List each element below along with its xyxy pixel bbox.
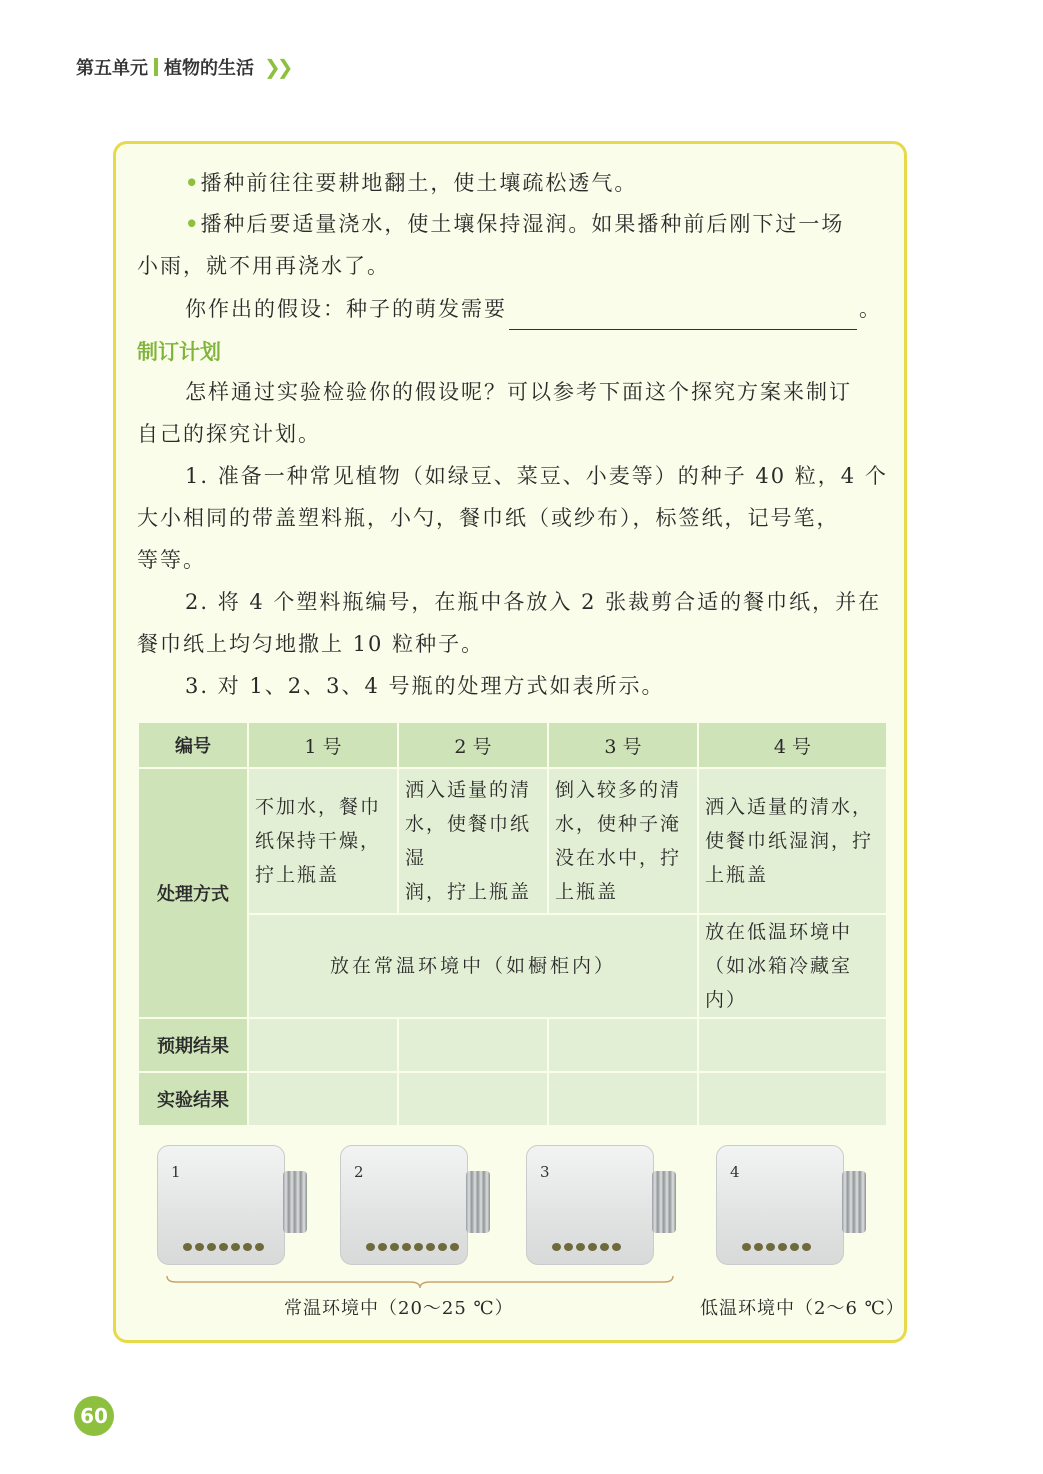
step-1-line-1: 1. 准备一种常见植物（如绿豆、菜豆、小麦等）的种子 40 粒，4 个 (185, 464, 888, 488)
bullet-1: •播种前往往要耕地翻土，使土壤疏松透气。 (185, 170, 638, 195)
row-label-actual: 实验结果 (138, 1072, 248, 1126)
treatment-cell-3: 倒入较多的清 水，使种子淹 没在水中，拧 上瓶盖 (548, 768, 698, 914)
jar-number: 1 (171, 1163, 181, 1181)
brace-icon (166, 1276, 674, 1288)
env-cold-cell: 放在低温环境中 （如冰箱冷藏室内） (698, 914, 887, 1018)
seeds-icon (552, 1243, 621, 1251)
table-row (138, 768, 887, 914)
jar-photo (152, 1140, 892, 1280)
jar-cap-icon (466, 1171, 490, 1233)
intro-line-2: 自己的探究计划。 (137, 422, 321, 446)
caption-low-temp: 低温环境中（2～6 ℃） (700, 1298, 905, 1319)
actual-cell-4[interactable] (698, 1072, 887, 1126)
bullet-dot-icon: • (185, 170, 201, 195)
step-1-line-2: 大小相同的带盖塑料瓶，小勺，餐巾纸（或纱布），标签纸，记号笔， (137, 506, 840, 530)
env-room-cell: 放在常温环境中（如橱柜内） (248, 914, 698, 1018)
table-row (138, 1018, 887, 1072)
bullet-dot-icon: • (185, 211, 201, 236)
jar-cap-icon (652, 1171, 676, 1233)
jar-number: 4 (730, 1163, 740, 1181)
treatment-cell-2: 洒入适量的清 水，使餐巾纸湿 润，拧上瓶盖 (398, 768, 548, 914)
jar-number: 3 (540, 1163, 550, 1181)
jar-2 (340, 1145, 490, 1265)
bullet-2: •播种后要适量浇水，使土壤保持湿润。如果播种前后刚下过一场 (185, 211, 845, 236)
seeds-icon (742, 1243, 811, 1251)
double-chevron-icon: ❯❯ (264, 55, 290, 79)
unit-label: 第五单元 (76, 58, 148, 79)
row-label-treatment: 处理方式 (138, 768, 248, 1018)
caption-room-temp: 常温环境中（20～25 ℃） (284, 1298, 514, 1319)
hypothesis-line: 你作出的假设：种子的萌发需要 。 (185, 288, 882, 330)
step-1-line-3: 等等。 (137, 548, 206, 572)
bullet-2-cont: 小雨，就不用再浇水了。 (137, 254, 390, 278)
page-number: 60 (74, 1396, 114, 1436)
intro-line-1: 怎样通过实验检验你的假设呢？可以参考下面这个探究方案来制订 (185, 380, 852, 404)
expected-cell-4[interactable] (698, 1018, 887, 1072)
step-2-line-1: 2. 将 4 个塑料瓶编号，在瓶中各放入 2 张裁剪合适的餐巾纸，并在 (185, 590, 882, 614)
seeds-icon (183, 1243, 264, 1251)
unit-header (76, 54, 290, 80)
expected-cell-1[interactable] (248, 1018, 398, 1072)
expected-cell-3[interactable] (548, 1018, 698, 1072)
actual-cell-1[interactable] (248, 1072, 398, 1126)
jar-3 (526, 1145, 676, 1265)
step-3-line-1: 3. 对 1、2、3、4 号瓶的处理方式如表所示。 (185, 674, 665, 698)
table-row (138, 1072, 887, 1126)
table-row (138, 914, 887, 1018)
step-2-line-2: 餐巾纸上均匀地撒上 10 粒种子。 (137, 632, 485, 656)
header-cell-id: 编号 (138, 722, 248, 768)
unit-title: 植物的生活 (164, 58, 254, 79)
jar-number: 2 (354, 1163, 364, 1181)
jar-cap-icon (283, 1171, 307, 1233)
header-divider (154, 58, 158, 76)
table-row (138, 722, 887, 768)
actual-cell-2[interactable] (398, 1072, 548, 1126)
hypothesis-blank[interactable] (509, 299, 857, 330)
row-label-expected: 预期结果 (138, 1018, 248, 1072)
header-cell-4: 4 号 (698, 722, 887, 768)
header-cell-3: 3 号 (548, 722, 698, 768)
jar-1 (157, 1145, 307, 1265)
experiment-table (137, 721, 888, 1127)
header-cell-1: 1 号 (248, 722, 398, 768)
jar-4 (716, 1145, 866, 1265)
treatment-cell-1: 不加水，餐巾 纸保持干燥， 拧上瓶盖 (248, 768, 398, 914)
treatment-cell-4: 洒入适量的清水， 使餐巾纸湿润，拧 上瓶盖 (698, 768, 887, 914)
jar-cap-icon (842, 1171, 866, 1233)
seeds-icon (366, 1243, 459, 1251)
section-title: 制订计划 (137, 340, 221, 364)
actual-cell-3[interactable] (548, 1072, 698, 1126)
header-cell-2: 2 号 (398, 722, 548, 768)
expected-cell-2[interactable] (398, 1018, 548, 1072)
